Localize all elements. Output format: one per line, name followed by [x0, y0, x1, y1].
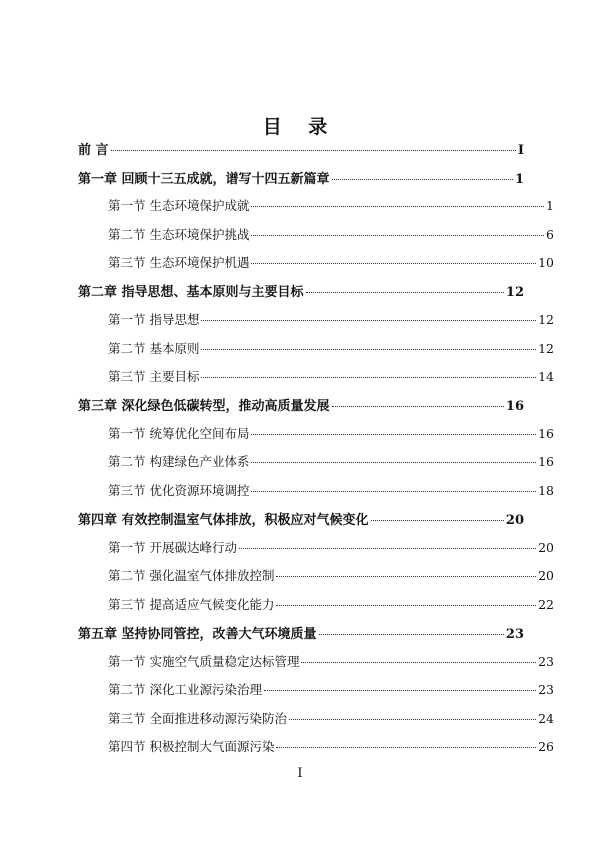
toc-entry-page: 6: [546, 227, 554, 242]
toc-entry-page: I: [517, 143, 524, 158]
toc-entry-label: 前 言: [78, 143, 109, 158]
toc-entry-page: 20: [538, 568, 554, 583]
toc-entry-page: 10: [538, 255, 554, 270]
toc-entry-page: 14: [538, 369, 554, 384]
toc-entry-label: 第二节 强化温室气体排放控制: [108, 568, 275, 583]
toc-section-entry[interactable]: [78, 452, 554, 470]
toc-section-entry[interactable]: [78, 424, 554, 442]
dot-leader: [306, 280, 504, 293]
toc-entry-page: 1: [546, 198, 554, 213]
toc-entry-label: 第一节 指导思想: [108, 312, 200, 327]
toc-entry-page: 16: [538, 454, 554, 469]
toc-section-entry[interactable]: [78, 367, 554, 385]
dot-leader: [239, 537, 536, 549]
toc-entry-label: 第一节 生态环境保护成就: [108, 198, 250, 213]
dot-leader: [251, 195, 544, 207]
dot-leader: [201, 338, 536, 350]
toc-chapter-entry[interactable]: [78, 395, 524, 414]
page-number: I: [297, 766, 303, 781]
dot-leader: [319, 622, 504, 635]
toc-entry-page: 16: [505, 399, 524, 414]
toc-chapter-entry[interactable]: [78, 281, 524, 300]
dot-leader: [251, 480, 536, 492]
dot-leader: [276, 594, 536, 606]
toc-entry-page: 26: [538, 739, 554, 754]
dot-leader: [276, 565, 536, 577]
toc-section-entry[interactable]: [78, 339, 554, 357]
toc-entry-label: 第二节 构建绿色产业体系: [108, 454, 250, 469]
dot-leader: [332, 394, 504, 407]
toc-section-entry[interactable]: [78, 595, 554, 613]
toc-section-entry[interactable]: [78, 737, 554, 755]
toc-entry-page: 1: [514, 172, 524, 187]
toc-entry-page: 20: [538, 540, 554, 555]
toc-entry-label: 第一节 开展碳达峰行动: [108, 540, 237, 555]
toc-entry-label: 第一章 回顾十三五成就，谱写十四五新篇章: [78, 172, 330, 187]
toc-entry-label: 第一节 统筹优化空间布局: [108, 426, 250, 441]
page-title: 目 录: [262, 116, 338, 138]
toc-entry-page: 18: [538, 483, 554, 498]
toc-entry-label: 第四章 有效控制温室气体排放，积极应对气候变化: [78, 513, 369, 528]
dot-leader: [371, 508, 504, 521]
toc-section-entry[interactable]: [78, 253, 554, 271]
toc-entry-page: 12: [505, 285, 524, 300]
toc-section-entry[interactable]: [78, 566, 554, 584]
toc-entry-label: 第五章 坚持协同管控，改善大气环境质量: [78, 627, 317, 642]
toc-section-entry[interactable]: [78, 652, 554, 670]
toc-section-entry[interactable]: [78, 538, 554, 556]
toc-entry-page: 16: [538, 426, 554, 441]
toc-section-entry[interactable]: [78, 680, 554, 698]
toc-section-entry[interactable]: [78, 481, 554, 499]
toc-entry-label: 第三节 优化资源环境调控: [108, 483, 250, 498]
toc-chapter-entry[interactable]: [78, 168, 524, 187]
toc-section-entry[interactable]: [78, 310, 554, 328]
dot-leader: [251, 252, 536, 264]
toc-chapter-entry[interactable]: [78, 509, 524, 528]
dot-leader: [289, 708, 536, 720]
toc-entry-label: 第一节 实施空气质量稳定达标管理: [108, 654, 300, 669]
dot-leader: [332, 167, 513, 180]
dot-leader: [111, 138, 516, 151]
dot-leader: [276, 736, 536, 748]
toc-entry-label: 第三节 生态环境保护机遇: [108, 255, 250, 270]
toc-entry-page: 24: [538, 711, 554, 726]
toc-section-entry[interactable]: [78, 709, 554, 727]
toc-entry-label: 第三节 全面推进移动源污染防治: [108, 711, 287, 726]
toc-entry-label: 第三节 主要目标: [108, 369, 200, 384]
toc-entry-page: 12: [538, 341, 554, 356]
dot-leader: [251, 451, 536, 463]
toc-entry-label: 第三节 提高适应气候变化能力: [108, 597, 275, 612]
toc-entry-page: 23: [505, 627, 524, 642]
toc-entry-label: 第四节 积极控制大气面源污染: [108, 739, 275, 754]
toc-entry-label: 第二节 基本原则: [108, 341, 200, 356]
toc-chapter-entry[interactable]: [78, 623, 524, 642]
dot-leader: [264, 679, 536, 691]
toc-entry-page: 23: [538, 682, 554, 697]
dot-leader: [251, 423, 536, 435]
toc-entry-label: 第二章 指导思想、基本原则与主要目标: [78, 285, 304, 300]
dot-leader: [201, 309, 536, 321]
dot-leader: [301, 651, 536, 663]
toc-entry-page: 20: [505, 513, 524, 528]
toc-entry-page: 23: [538, 654, 554, 669]
toc-entry-label: 第三章 深化绿色低碳转型，推动高质量发展: [78, 399, 330, 414]
dot-leader: [251, 224, 544, 236]
dot-leader: [201, 366, 536, 378]
toc-entry-page: 22: [538, 597, 554, 612]
toc-entry-page: 12: [538, 312, 554, 327]
toc-entry-label: 第二节 深化工业源污染治理: [108, 682, 262, 697]
toc-entry-label: 第二节 生态环境保护挑战: [108, 227, 250, 242]
toc-chapter-entry[interactable]: [78, 139, 524, 158]
toc-section-entry[interactable]: [78, 225, 554, 243]
toc-section-entry[interactable]: [78, 196, 554, 214]
